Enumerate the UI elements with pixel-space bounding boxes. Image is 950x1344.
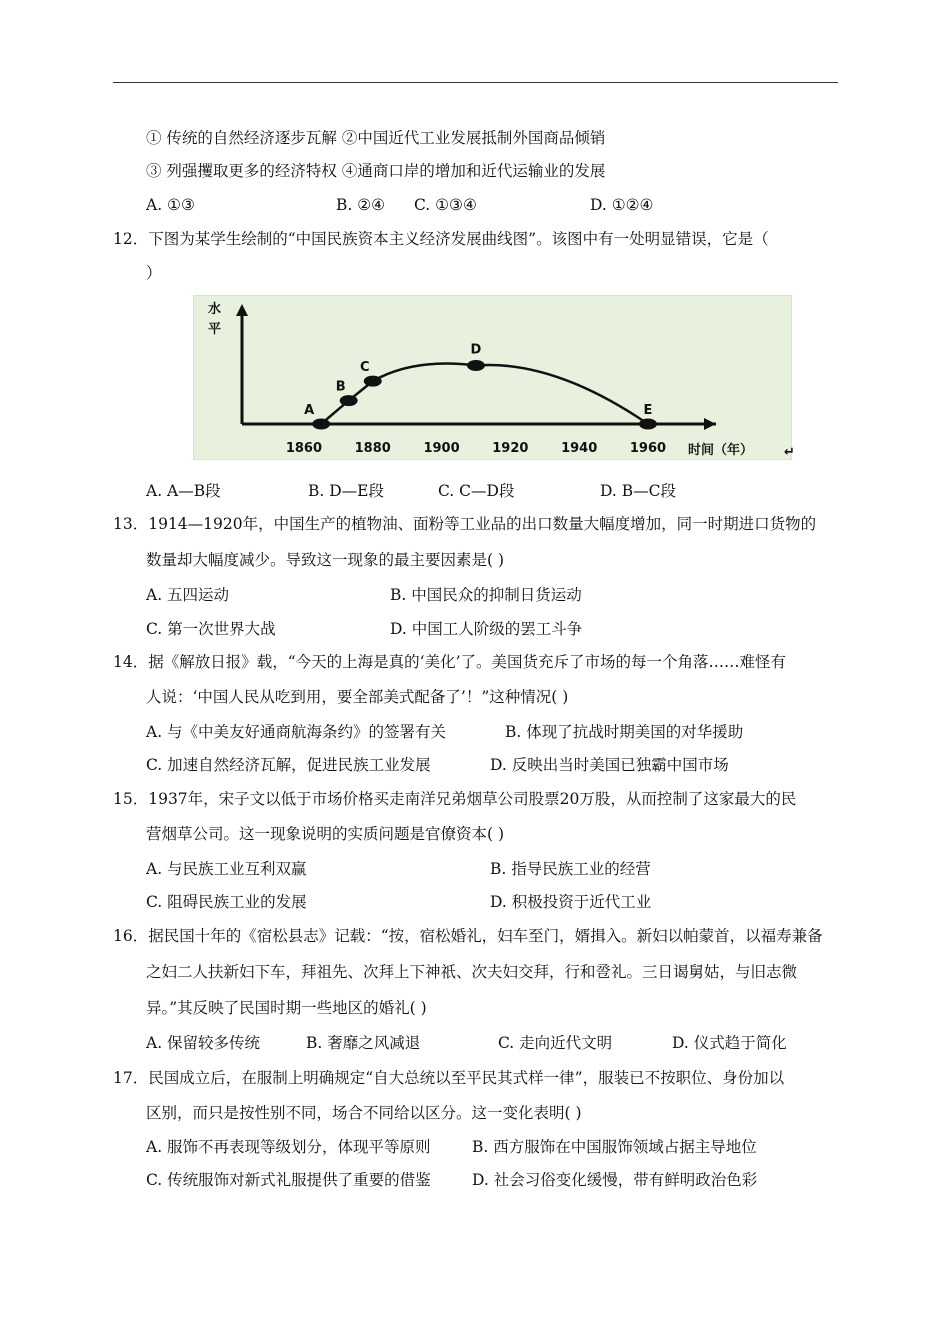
q12-option-a: A. A—B段 <box>146 482 221 500</box>
x-tick-label: 1920 <box>492 441 529 456</box>
curve-point-label-b: B <box>335 379 346 395</box>
curve-point-label-a: A <box>304 403 315 418</box>
x-axis-label: 时间（年） <box>688 443 754 458</box>
q11-line-1: ① 传统的自然经济逐步瓦解 ②中国近代工业发展抵制外国商品倾销 <box>146 129 606 147</box>
q13-option-c: C. 第一次世界大战 <box>146 620 276 638</box>
development-curve <box>321 363 648 424</box>
x-tick-label: 1860 <box>285 441 323 456</box>
q17-option-c: C. 传统服饰对新式礼服提供了重要的借鉴 <box>146 1171 431 1189</box>
q16-option-b: B. 奢靡之风减退 <box>306 1034 421 1052</box>
q12-option-d: D. B—C段 <box>600 482 676 500</box>
header-rule <box>113 82 838 83</box>
x-tick-label: 1880 <box>354 441 391 456</box>
q16-line-3: 异。”其反映了民国时期一些地区的婚礼( ) <box>146 999 427 1017</box>
q11-option-c: C. ①③④ <box>414 196 477 214</box>
development-curve-figure <box>193 295 795 460</box>
q15-line-2: 营烟草公司。这一现象说明的实质问题是官僚资本( ) <box>146 825 505 843</box>
curve-point-label-e: E <box>643 403 653 418</box>
q17-line-1: 17．民国成立后，在服制上明确规定“自大总统以至平民其式样一律”，服装已不按职位、身份加以 <box>113 1069 785 1087</box>
q15-line-1: 15．1937年，宋子文以低于市场价格买走南洋兄弟烟草公司股票20万股，从而控制了这家最大的民 <box>113 790 797 808</box>
q17-line-2: 区别，而只是按性别不同，场合不同给以区分。这一变化表明( ) <box>146 1104 582 1122</box>
q14-option-a: A. 与《中美友好通商航海条约》的签署有关 <box>146 723 447 741</box>
q17-option-b: B. 西方服饰在中国服饰领域占据主导地位 <box>472 1138 757 1156</box>
q11-option-a: A. ①③ <box>146 196 195 214</box>
curve-point-e <box>639 419 657 430</box>
q13-option-a: A. 五四运动 <box>146 586 230 604</box>
q13-line-2: 数量却大幅度减少。导致这一现象的最主要因素是( ) <box>146 551 505 569</box>
y-axis-label-2: 平 <box>208 322 222 337</box>
q16-option-c: C. 走向近代文明 <box>498 1034 613 1052</box>
q16-line-2: 之妇二人扶新妇下车，拜祖先、次拜上下神祇、次夫妇交拜，行和卺礼。三日谒舅姑，与旧志微 <box>146 963 798 981</box>
x-tick-label: 1900 <box>423 441 460 456</box>
q14-option-c: C. 加速自然经济瓦解，促进民族工业发展 <box>146 756 431 774</box>
q12-option-b: B. D—E段 <box>308 482 384 500</box>
q13-option-d: D. 中国工人阶级的罢工斗争 <box>390 620 583 638</box>
q11-option-b: B. ②④ <box>336 196 386 214</box>
q15-option-a: A. 与民族工业互利双赢 <box>146 860 307 878</box>
q16-option-a: A. 保留较多传统 <box>146 1034 261 1052</box>
q16-line-1: 16．据民国十年的《宿松县志》记载：“按，宿松婚礼，妇车至门，婿揖入。新妇以帕蒙首，以福寿兼备 <box>113 927 823 945</box>
development-curve-chart <box>194 296 795 460</box>
curve-point-d <box>467 360 485 371</box>
curve-point-a <box>312 419 330 430</box>
curve-point-label-c: C <box>359 360 370 376</box>
y-axis-label-1: 水 <box>208 302 222 317</box>
q12-line-1: 12．下图为某学生绘制的“中国民族资本主义经济发展曲线图”。该图中有一处明显错误，它是（ <box>113 230 769 248</box>
x-tick-label: 1960 <box>629 441 667 456</box>
q11-option-d: D. ①②④ <box>590 196 654 214</box>
q14-option-b: B. 体现了抗战时期美国的对华援助 <box>505 723 744 741</box>
q15-option-d: D. 积极投资于近代工业 <box>490 893 652 911</box>
q15-option-c: C. 阻碍民族工业的发展 <box>146 893 307 911</box>
y-axis-arrow <box>236 304 248 316</box>
q17-option-d: D. 社会习俗变化缓慢，带有鲜明政治色彩 <box>472 1171 758 1189</box>
q14-line-1: 14．据《解放日报》载，“今天的上海是真的‘美化’了。美国货充斥了市场的每一个角落……难怪有 <box>113 653 787 671</box>
q13-line-1: 13．1914—1920年，中国生产的植物油、面粉等工业品的出口数量大幅度增加，同一时期进口货物的 <box>113 515 817 533</box>
curve-point-label-d: D <box>470 342 482 358</box>
q12-line-2: ） <box>146 264 162 282</box>
q12-option-c: C. C—D段 <box>438 482 515 500</box>
q14-option-d: D. 反映出当时美国已独霸中国市场 <box>490 756 729 774</box>
x-tick-label: 1940 <box>561 441 598 456</box>
q16-option-d: D. 仪式趋于简化 <box>672 1034 787 1052</box>
q13-option-b: B. 中国民众的抑制日货运动 <box>390 586 582 604</box>
q15-option-b: B. 指导民族工业的经营 <box>490 860 651 878</box>
paragraph-mark: ↵ <box>784 445 795 460</box>
curve-point-b <box>340 395 358 406</box>
curve-point-c <box>364 376 382 387</box>
q14-line-2: 人说：‘中国人民从吃到用，要全部美式配备了’！”这种情况( ) <box>146 688 569 706</box>
q11-line-2: ③ 列强攫取更多的经济特权 ④通商口岸的增加和近代运输业的发展 <box>146 162 606 180</box>
q17-option-a: A. 服饰不再表现等级划分，体现平等原则 <box>146 1138 431 1156</box>
x-axis-arrow <box>704 418 716 430</box>
